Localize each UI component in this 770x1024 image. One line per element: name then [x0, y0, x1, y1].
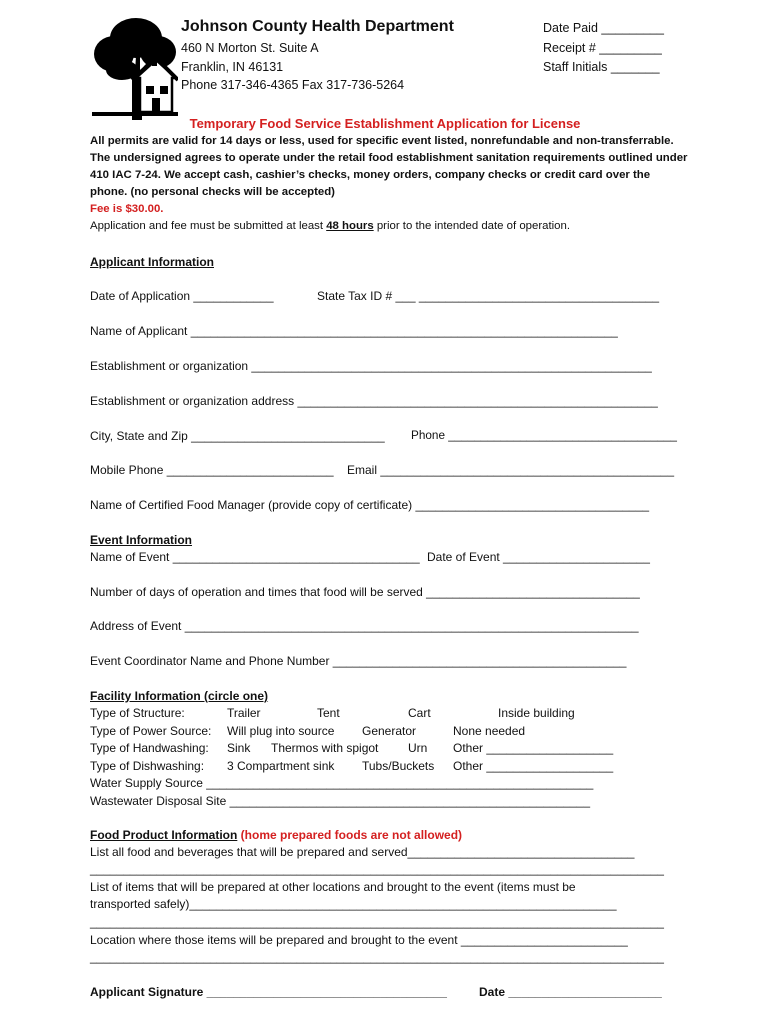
mobile-phone-field[interactable]: Mobile Phone _________________________: [90, 463, 334, 477]
signature-date-field[interactable]: Date _______________________: [479, 985, 662, 999]
staff-initials-field[interactable]: Staff Initials _______: [543, 60, 660, 74]
prep-location-field[interactable]: Location where those items will be prepared and brought to the event _________________________: [90, 933, 628, 947]
structure-label: Type of Structure:: [90, 706, 185, 720]
applicant-name-field[interactable]: Name of Applicant ________________________________________________________________: [90, 324, 618, 338]
food-manager-field[interactable]: Name of Certified Food Manager (provide copy of certificate) ___________________________________: [90, 498, 650, 512]
structure-option-tent[interactable]: Tent: [317, 706, 340, 720]
handwashing-option-thermos[interactable]: Thermos with spigot: [271, 741, 379, 755]
address-line-2: Franklin, IN 46131: [181, 60, 284, 74]
food-heading: Food Product Information: [90, 828, 238, 842]
intro-paragraph: [90, 133, 690, 235]
fee-text: Fee is $30.00.: [90, 203, 164, 215]
receipt-field[interactable]: Receipt # _________: [543, 41, 662, 55]
handwashing-option-urn[interactable]: Urn: [408, 741, 428, 755]
power-option-plug[interactable]: Will plug into source: [227, 724, 335, 738]
dishwashing-option-other[interactable]: Other ___________________: [453, 759, 614, 773]
date-paid-field[interactable]: Date Paid _________: [543, 21, 664, 35]
state-tax-id-field[interactable]: State Tax ID # ___ ____________________________________: [317, 289, 660, 303]
event-address-field[interactable]: Address of Event ____________________________________________________________________: [90, 619, 639, 633]
food-list-blank[interactable]: ______________________________________________________________________________________: [90, 862, 664, 876]
submit-note-pre: Application and fee must be submitted at least: [90, 220, 327, 232]
email-field[interactable]: Email ____________________________________________: [347, 463, 674, 477]
structure-option-trailer[interactable]: Trailer: [227, 706, 261, 720]
address-line-1: 460 N Morton St. Suite A: [181, 41, 319, 55]
document-title: Temporary Food Service Establishment Application for License: [189, 116, 581, 131]
establishment-address-field[interactable]: Establishment or organization address ______________________________________________________: [90, 394, 658, 408]
phone-field[interactable]: Phone ___________________________________: [411, 429, 677, 442]
org-name: Johnson County Health Department: [181, 18, 454, 35]
prep-location-blank[interactable]: ______________________________________________________________________________________: [90, 950, 664, 964]
establishment-field[interactable]: Establishment or organization ____________________________________________________________: [90, 359, 652, 373]
city-state-zip-field[interactable]: City, State and Zip _____________________________: [90, 429, 385, 443]
food-heading-line: [90, 828, 462, 842]
event-date-field[interactable]: Date of Event ______________________: [427, 550, 650, 564]
tree-house-logo: [92, 16, 178, 120]
event-heading: Event Information: [90, 533, 193, 547]
wastewater-field[interactable]: Wastewater Disposal Site ______________________________________________________: [90, 794, 590, 808]
phone-fax: Phone 317-346-4365 Fax 317-736-5264: [181, 78, 405, 92]
power-label: Type of Power Source:: [90, 724, 212, 738]
applicant-heading: Applicant Information: [90, 255, 214, 269]
dishwashing-option-3-sink[interactable]: 3 Compartment sink: [227, 759, 335, 773]
handwashing-label: Type of Handwashing:: [90, 741, 209, 755]
structure-option-inside[interactable]: Inside building: [498, 706, 575, 720]
event-coordinator-field[interactable]: Event Coordinator Name and Phone Number ____________________________________________: [90, 654, 627, 668]
facility-heading: Facility Information (circle one): [90, 689, 269, 703]
water-supply-field[interactable]: Water Supply Source __________________________________________________________: [90, 776, 594, 790]
power-option-generator[interactable]: Generator: [362, 724, 417, 738]
structure-option-cart[interactable]: Cart: [408, 706, 431, 720]
dishwashing-option-tubs[interactable]: Tubs/Buckets: [362, 759, 435, 773]
operation-days-field[interactable]: Number of days of operation and times that food will be served ________________________________: [90, 585, 640, 599]
date-of-application-field[interactable]: Date of Application ____________: [90, 289, 274, 303]
applicant-signature-field[interactable]: Applicant Signature ____________________________________: [90, 985, 447, 999]
submit-note-post: prior to the intended date of operation.: [373, 220, 570, 232]
intro-text: All permits are valid for 14 days or less, used for specific event listed, nonrefundable and non-transferrable. The undersigned agrees to operate under the retail food establishment sanitation requirements outlined under 410 IAC 7-24. We accept cash, cashier’s checks, money orders, company checks or credit card over the phone. (no personal checks will be accepted): [90, 135, 688, 198]
submit-hours: 48 hours: [326, 220, 374, 232]
handwashing-option-other[interactable]: Other ___________________: [453, 741, 614, 755]
power-option-none[interactable]: None needed: [453, 724, 526, 738]
handwashing-option-sink[interactable]: Sink: [227, 741, 251, 755]
event-name-field[interactable]: Name of Event _____________________________________: [90, 550, 420, 564]
food-list-field[interactable]: List all food and beverages that will be prepared and served__________________________________: [90, 845, 635, 859]
other-items-blank[interactable]: ______________________________________________________________________________________: [90, 915, 664, 929]
transported-field[interactable]: transported safely)________________________________________________________________: [90, 897, 617, 911]
dishwashing-label: Type of Dishwashing:: [90, 759, 205, 773]
food-heading-note: (home prepared foods are not allowed): [237, 828, 463, 842]
other-location-items-label: List of items that will be prepared at other locations and brought to the event (items must be: [90, 880, 576, 894]
